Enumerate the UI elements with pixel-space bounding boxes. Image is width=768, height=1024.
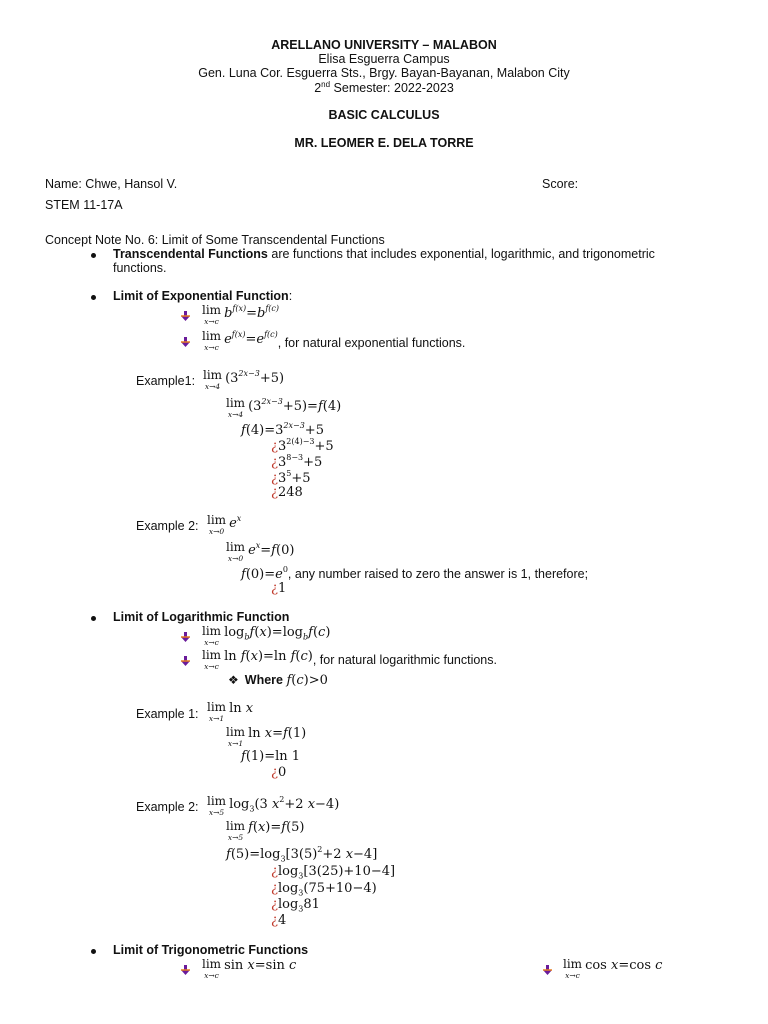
log-ex2-result-value: 4: [277, 913, 287, 928]
exp-ex1-step5: ¿$3^5+5$: [271, 469, 311, 486]
transcendental-definition: [113, 247, 655, 261]
log-ex2-step3: ¿$\log_3[3(25)+10-4]$: [271, 864, 396, 881]
log-ex1-result: ¿0: [271, 765, 287, 780]
arrow-down-icon: [180, 311, 191, 322]
exp-ex2-note: , any number raised to zero the answer is 1, therefore;: [287, 567, 589, 581]
score-label: Score:: [542, 177, 579, 191]
campus-name: Elisa Esguerra Campus: [318, 52, 450, 66]
exp-example-1-expr: lim x→4 $(3^{2x-3}+5)$: [203, 368, 285, 391]
section: STEM 11-17A: [45, 198, 123, 212]
bullet-dot-icon: [91, 253, 96, 258]
exp-ex1-step3: ¿$3^{2(4)-3}+5$: [271, 437, 334, 454]
log-example-2-label: Example 2:: [136, 800, 199, 814]
log-limit-rule: lim x→c $\log_bf(x)=\log_bf(c)$: [202, 624, 331, 647]
log-natural-rule: lim x→c ln f(x)=ln f(c), for natural logarithmic functions.: [202, 648, 497, 671]
exp-example-2-expr: lim x→0 $e^x$: [207, 513, 242, 536]
exp-ex2-step2: $f(0)=e^0$, any number raised to zero the answer is 1, therefore;: [241, 565, 589, 582]
exp-ex2-result: ¿1: [271, 581, 287, 596]
log-example-1-label: Example 1:: [136, 707, 199, 721]
exp-ex1-result: ¿248: [271, 485, 303, 500]
bullet-dot-icon: [91, 616, 96, 621]
arrow-down-icon: [542, 965, 553, 976]
subject-title: BASIC CALCULUS: [328, 108, 440, 122]
log-example-2-expr: lim x→5 $\log_3(3$ $x^2+2$ x−4): [207, 794, 340, 817]
exp-example-2-label: Example 2:: [136, 519, 199, 533]
arrow-down-icon: [180, 965, 191, 976]
semester-text: Semester: 2022-2023: [330, 81, 454, 96]
log-ex2-step1: lim x→5 f(x)=f(5): [226, 819, 305, 842]
exp-ex1-step4: ¿$3^{8-3}+5$: [271, 453, 323, 470]
exp-example-1-label: Example1:: [136, 374, 196, 388]
semester: [0, 80, 768, 95]
exp-ex1-step1: lim x→4 $(3^{2x-3}+5)=f(4)$: [226, 396, 342, 419]
exp-ex2-result-value: 1: [277, 581, 287, 596]
teacher-name: MR. LEOMER E. DELA TORRE: [294, 136, 474, 150]
log-heading: Limit of Logarithmic Function: [113, 610, 290, 624]
arrow-down-icon: [180, 632, 191, 643]
log-ex2-step2: $f(5)=\log_3[3(5)^2+2$ x−4]: [226, 845, 378, 864]
log-ex2-step4: ¿$\log_3(75+10-4)$: [271, 881, 377, 898]
exp-natural-rule: lim x→c $e^{f(x)}=e^{f(c)}$, for natural exponential functions.: [202, 329, 466, 352]
log-where: Where: [244, 673, 283, 687]
exp-natural-note: , for natural exponential functions.: [277, 336, 466, 350]
exp-limit-rule: lim x→c $b^{f(x)}=b^{f(c)}$: [202, 303, 280, 326]
transcendental-text: are functions that includes exponential, logarithmic, and trigonometric: [267, 247, 655, 261]
trig-sin-rule: lim x→c sin x=sin c: [202, 957, 297, 980]
arrow-down-icon: [180, 656, 191, 667]
log-example-1-expr: lim x→1 ln x: [207, 700, 254, 723]
transcendental-term: Transcendental Functions: [113, 247, 268, 261]
log-where-row: ❖ Where f(c)>0: [228, 673, 328, 688]
student-name: Name: Chwe, Hansol V.: [45, 177, 178, 191]
log-ex2-step5: ¿$\log_381$: [271, 897, 320, 914]
transcendental-text-2: functions.: [113, 261, 167, 275]
log-ex1-step1: lim x→1 ln x=f(1): [226, 725, 307, 748]
exponential-heading: Limit of Exponential Function: [113, 289, 289, 303]
address: Gen. Luna Cor. Esguerra Sts., Brgy. Bayan-Bayanan, Malabon City: [198, 66, 570, 80]
bullet-dot-icon: [91, 949, 96, 954]
semester-number: 2: [314, 81, 322, 96]
trig-heading: Limit of Trigonometric Functions: [113, 943, 309, 957]
bullet-dot-icon: [91, 295, 96, 300]
log-ex1-step2: f(1)=ln 1: [241, 749, 301, 764]
semester-suffix: nd: [321, 80, 331, 89]
arrow-down-icon: [180, 337, 191, 348]
log-natural-note: , for natural logarithmic functions.: [312, 653, 497, 667]
exp-ex1-step2: $f(4)=3^{2x-3}+5$: [241, 421, 324, 438]
exp-ex1-result-value: 248: [277, 485, 303, 500]
exp-ex2-step1: lim x→0 $e^x=f(0)$: [226, 540, 295, 563]
log-ex2-result: ¿4: [271, 913, 287, 928]
exponential-heading-row: [113, 289, 292, 303]
concept-title: Concept Note No. 6: Limit of Some Transcendental Functions: [45, 233, 385, 247]
exponential-colon: :: [288, 289, 293, 303]
log-ex1-result-value: 0: [277, 765, 287, 780]
university-name: ARELLANO UNIVERSITY – MALABON: [271, 38, 497, 52]
diamond-icon: ❖: [228, 673, 239, 687]
trig-cos-rule: lim x→c cos x=cos c: [563, 957, 663, 980]
